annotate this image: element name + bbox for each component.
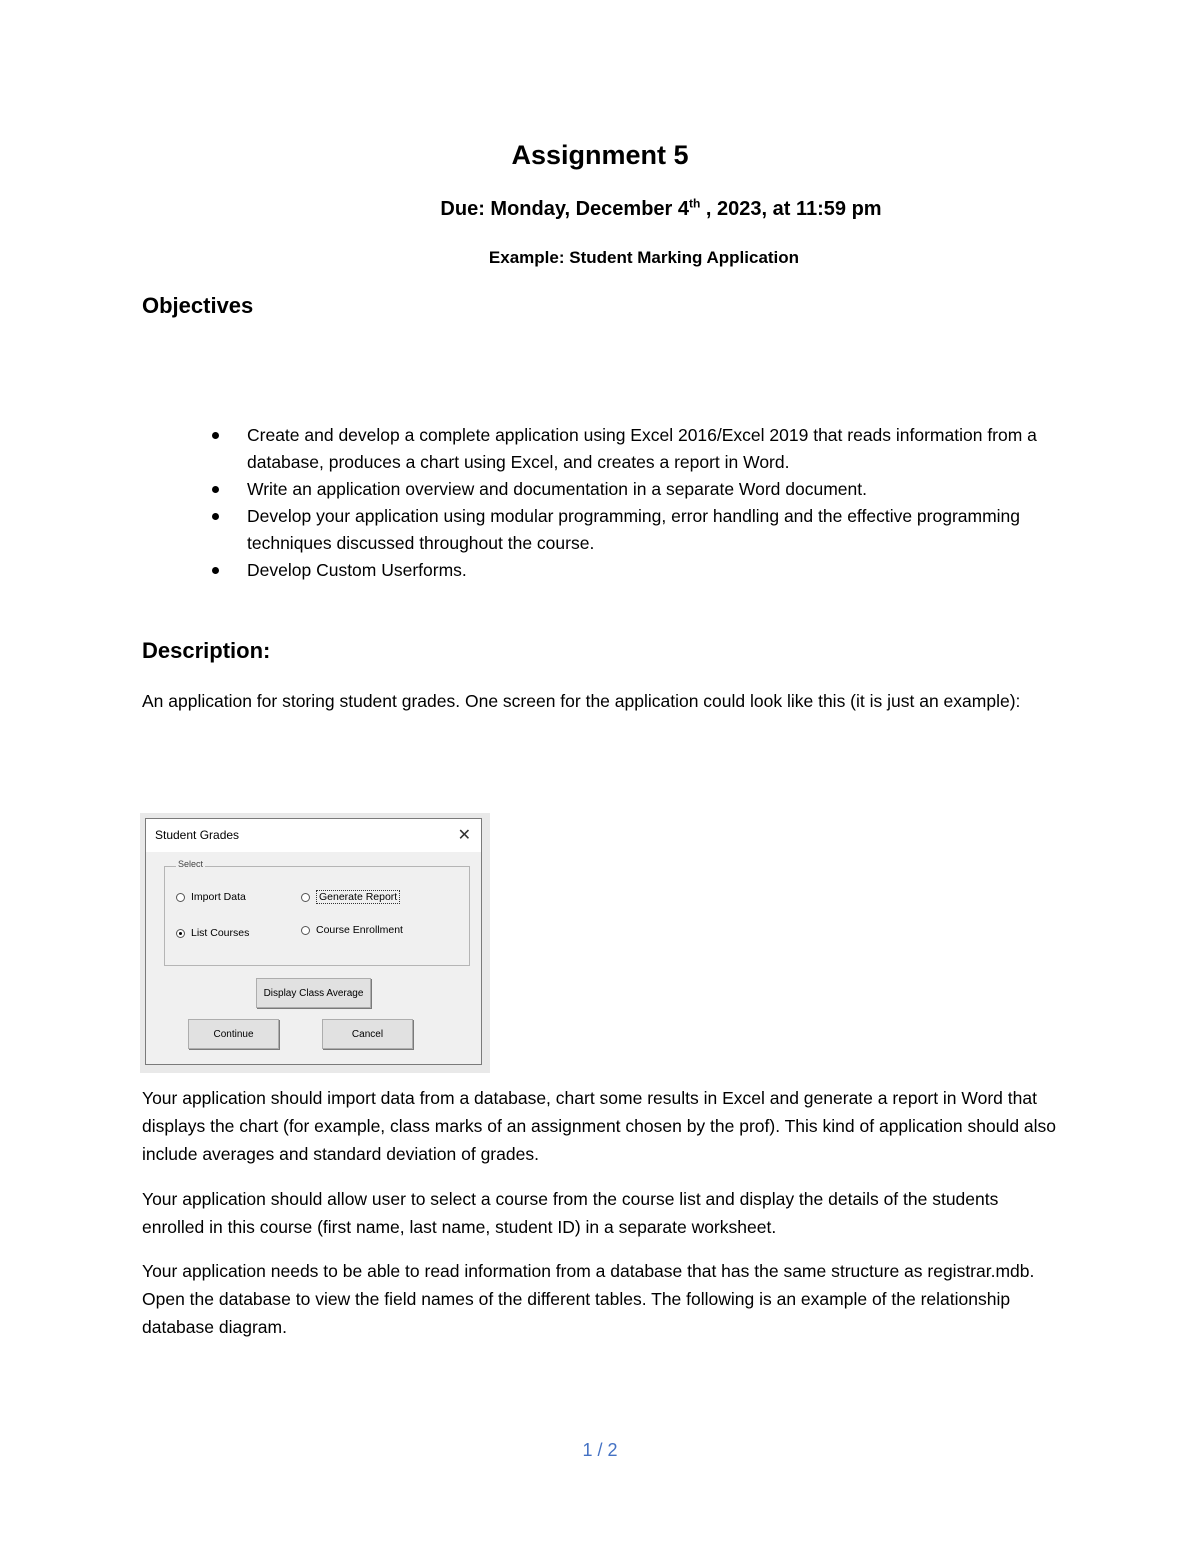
example-subtitle: Example: Student Marking Application bbox=[488, 248, 800, 267]
radio-selected-icon bbox=[176, 929, 185, 938]
due-suffix: , 2023, at 11:59 pm bbox=[700, 198, 882, 220]
dialog-title: Student Grades bbox=[155, 828, 240, 842]
select-frame bbox=[164, 866, 470, 966]
display-average-button[interactable]: Display Class Average bbox=[256, 978, 371, 1008]
objectives-heading: Objectives bbox=[142, 293, 254, 318]
description-heading: Description: bbox=[142, 638, 271, 663]
bullet-icon bbox=[212, 567, 219, 574]
list-item: Develop your application using modular programming, error handling and the effective programming techniques discussed throughout the course. bbox=[142, 503, 1042, 557]
list-item: Create and develop a complete application using Excel 2016/Excel 2019 that reads information from a database, produces a chart using Excel, and creates a report in Word. bbox=[142, 422, 1042, 476]
due-sup: th bbox=[689, 196, 701, 211]
radio-course-enrollment[interactable]: Course Enrollment bbox=[301, 924, 403, 936]
radio-circle-icon bbox=[301, 926, 310, 935]
continue-button[interactable]: Continue bbox=[188, 1019, 279, 1049]
due-date bbox=[0, 198, 1200, 221]
radio-import-data[interactable]: Import Data bbox=[176, 891, 246, 903]
radio-circle-icon bbox=[301, 893, 310, 902]
frame-label: Select bbox=[178, 859, 204, 869]
list-item: Develop Custom Userforms. bbox=[142, 557, 1042, 584]
objectives-list bbox=[142, 422, 1042, 584]
radio-list-courses[interactable]: List Courses bbox=[176, 927, 249, 939]
page-number: 1 / 2 bbox=[582, 1440, 618, 1460]
radio-circle-icon bbox=[176, 893, 185, 902]
dialog-titlebar bbox=[146, 819, 481, 852]
bullet-icon bbox=[212, 513, 219, 520]
bullet-icon bbox=[212, 486, 219, 493]
bullet-icon bbox=[212, 432, 219, 439]
paragraph-1: Your application should import data from a database, chart some results in Excel and generate a report in Word that displays the chart (for example, class marks of an assignment chosen by the prof). This kind of application should also include averages and standard deviation of grades. bbox=[142, 1088, 1057, 1164]
close-icon[interactable]: ✕ bbox=[457, 827, 471, 844]
page-title: Assignment 5 bbox=[511, 140, 689, 170]
radio-generate-report[interactable]: Generate Report bbox=[301, 890, 400, 904]
description-intro: An application for storing student grades. One screen for the application could look like this (it is just an example): bbox=[142, 691, 1021, 711]
cancel-button[interactable]: Cancel bbox=[322, 1019, 413, 1049]
due-prefix: Due: Monday, December 4 bbox=[440, 198, 690, 220]
paragraph-2: Your application should allow user to select a course from the course list and display the details of the students enrolled in this course (first name, last name, student ID) in a separate worksheet. bbox=[142, 1189, 999, 1237]
student-grades-dialog bbox=[145, 818, 482, 1065]
paragraph-3: Your application needs to be able to read information from a database that has the same structure as registrar.mdb. Open the database to view the field names of the different tables. The following is an example of the relationship database diagram. bbox=[142, 1261, 1035, 1337]
list-item: Write an application overview and documentation in a separate Word document. bbox=[142, 476, 1042, 503]
